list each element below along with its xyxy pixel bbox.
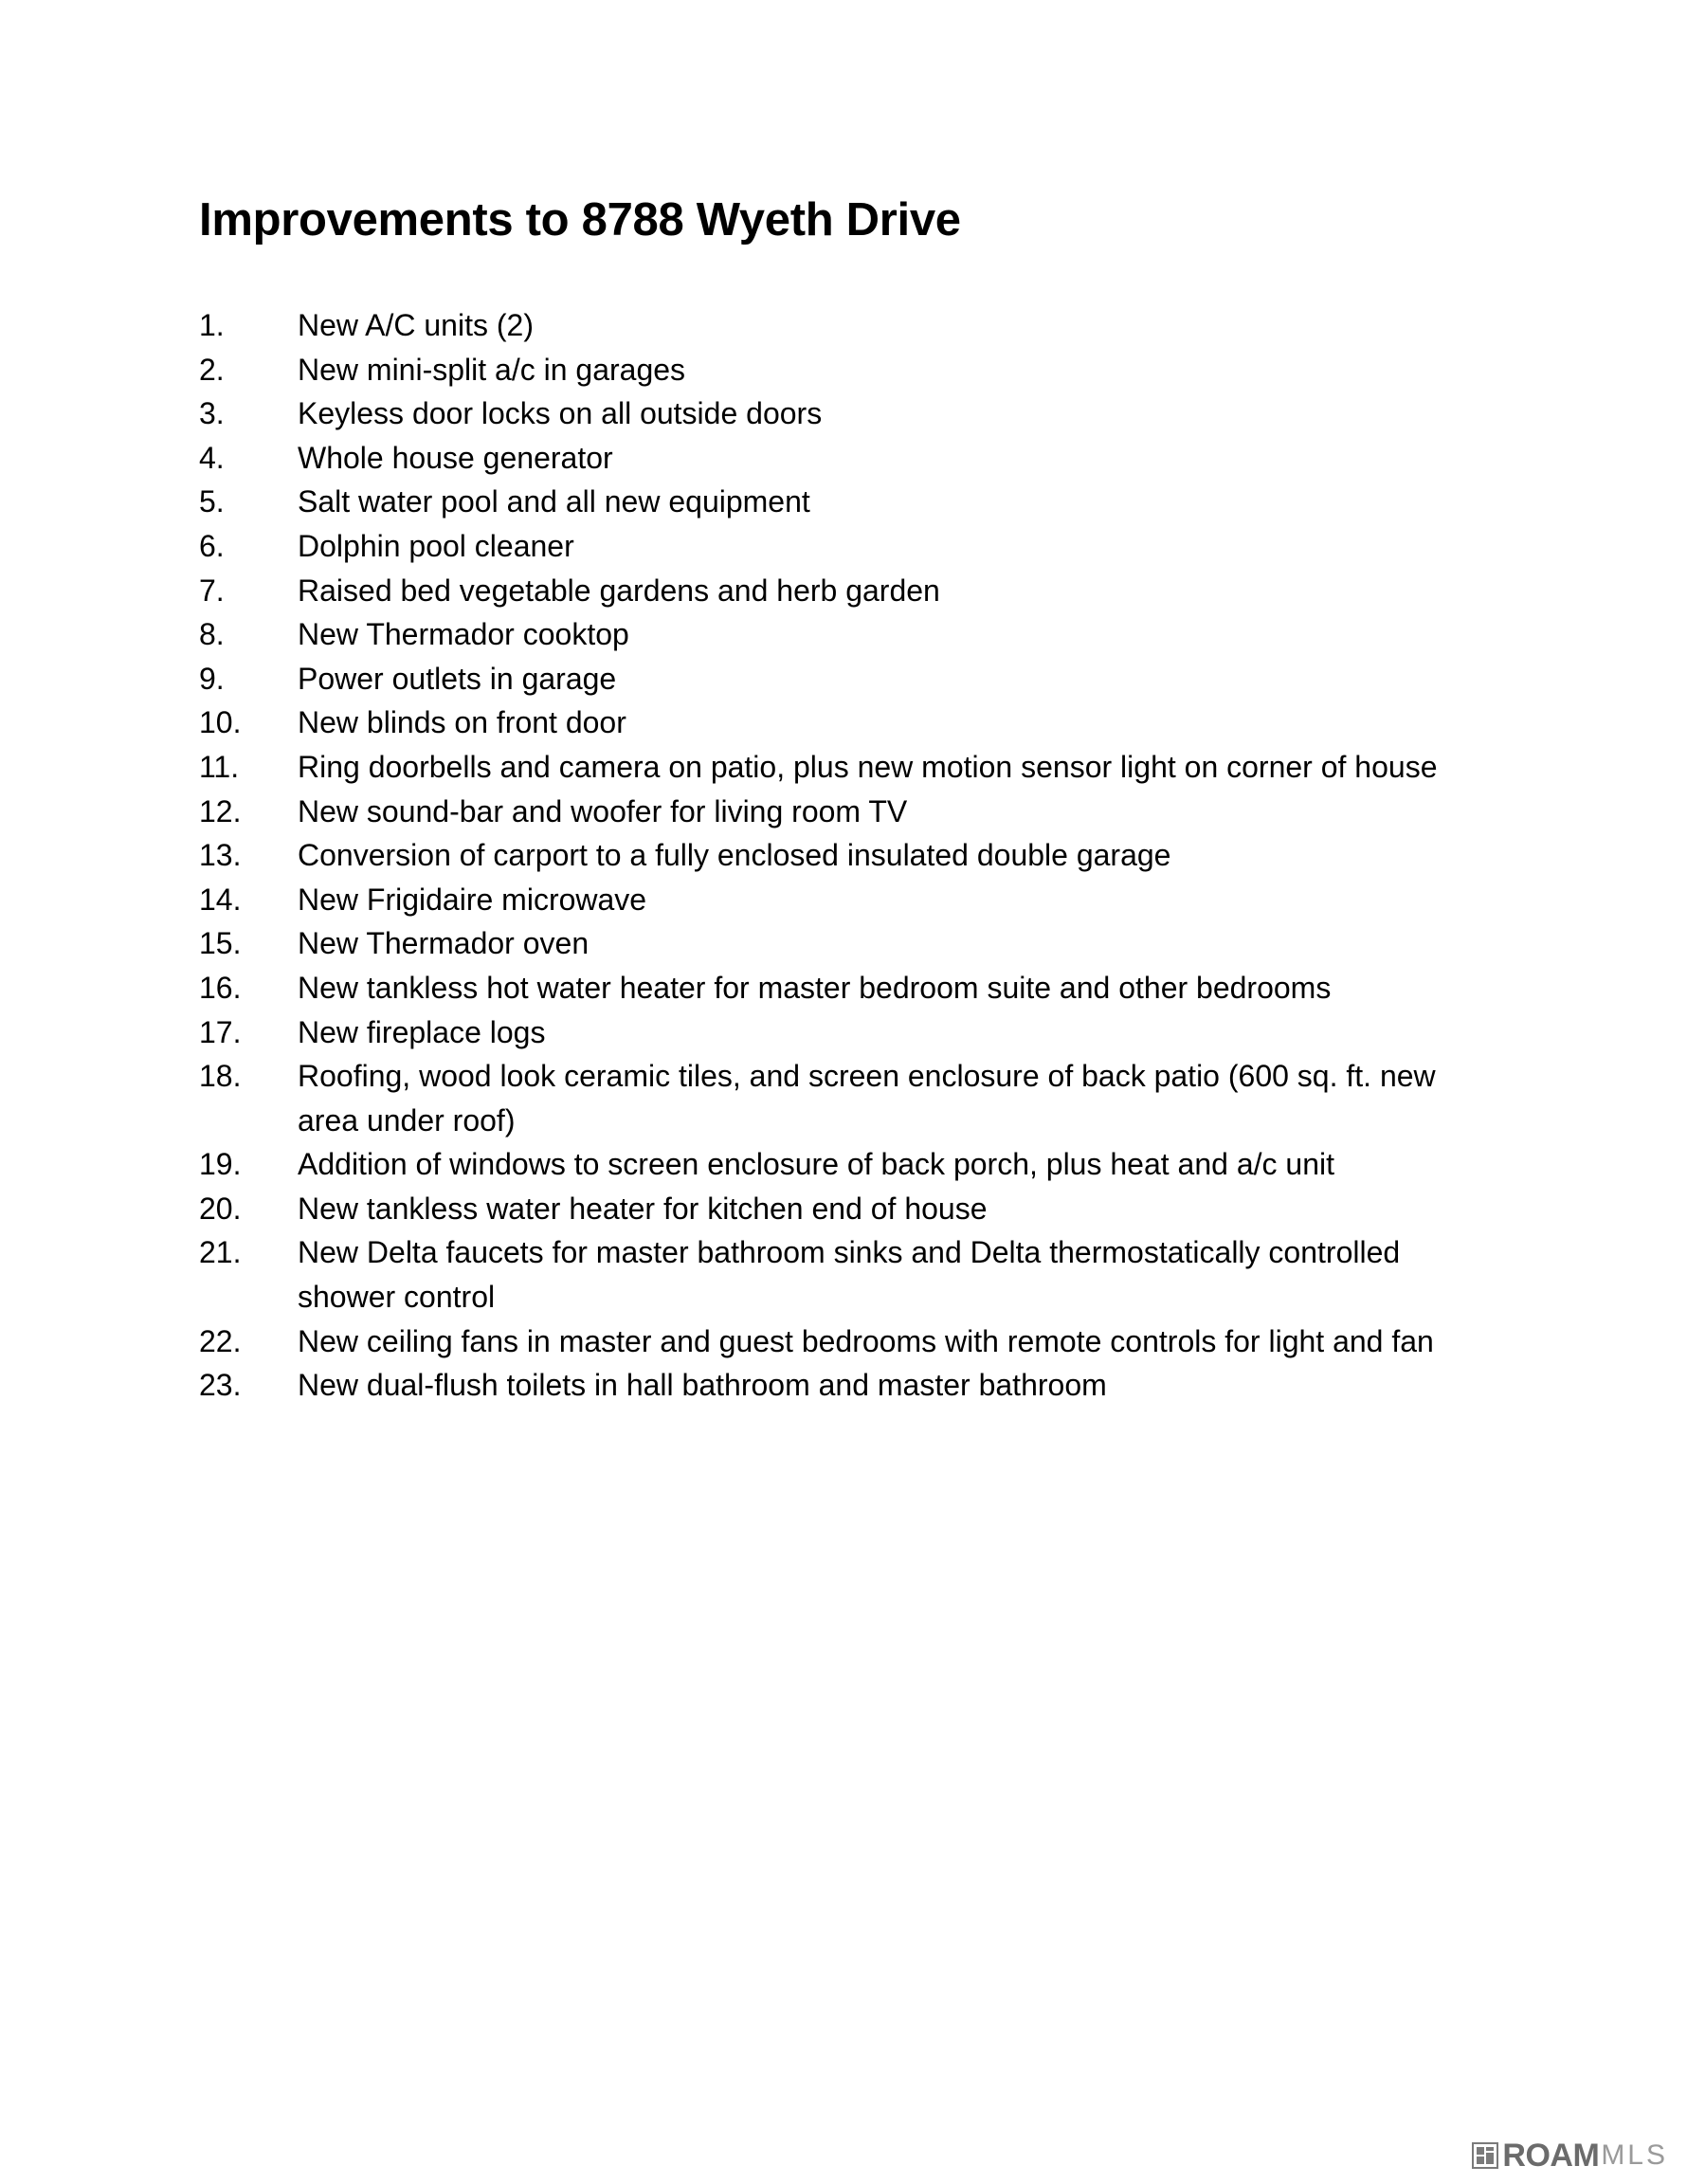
- list-item: [199, 701, 1497, 745]
- item-text: New Thermador cooktop: [298, 617, 629, 652]
- list-item: [199, 1363, 1497, 1408]
- item-number: 6.: [199, 528, 225, 563]
- item-text: Roofing, wood look ceramic tiles, and screen enclosure of back patio (600 sq. ft. new area under roof): [298, 1059, 1436, 1138]
- item-number: 23.: [199, 1368, 242, 1403]
- item-number: 19.: [199, 1147, 242, 1182]
- page-title: Improvements to 8788 Wyeth Drive: [199, 194, 961, 246]
- item-number: 15.: [199, 926, 242, 961]
- item-number: 20.: [199, 1191, 242, 1226]
- logo-brand-text: ROAM: [1502, 2137, 1600, 2174]
- item-text: New ceiling fans in master and guest bedrooms with remote controls for light and fan: [298, 1323, 1434, 1358]
- list-item: [199, 436, 1497, 481]
- item-text: Conversion of carport to a fully enclosed insulated double garage: [298, 838, 1171, 873]
- item-number: 14.: [199, 882, 242, 917]
- item-text: New A/C units (2): [298, 308, 534, 342]
- list-item: [199, 524, 1497, 569]
- item-number: 8.: [199, 617, 225, 652]
- item-number: 22.: [199, 1323, 242, 1358]
- list-item: [199, 348, 1497, 392]
- item-number: 18.: [199, 1059, 242, 1094]
- item-text: Whole house generator: [298, 440, 613, 475]
- item-text: New Frigidaire microwave: [298, 882, 647, 917]
- item-text: Salt water pool and all new equipment: [298, 484, 810, 519]
- item-text: New mini-split a/c in garages: [298, 352, 686, 387]
- item-number: 7.: [199, 573, 225, 608]
- list-item: [199, 391, 1497, 436]
- list-item: [199, 569, 1497, 613]
- list-item: [199, 1230, 1497, 1319]
- item-text: Ring doorbells and camera on patio, plus new motion sensor light on corner of house: [298, 749, 1438, 784]
- list-item: [199, 1010, 1497, 1055]
- item-number: 10.: [199, 705, 242, 740]
- roam-mls-logo: [1472, 2135, 1668, 2176]
- item-text: New Delta faucets for master bathroom sinks and Delta thermostatically controlled shower control: [298, 1235, 1401, 1315]
- list-item: [199, 921, 1497, 966]
- logo-suffix-text: MLS: [1601, 2139, 1668, 2171]
- list-item: [199, 612, 1497, 657]
- list-item: [199, 833, 1497, 878]
- improvements-list: [199, 303, 1497, 1408]
- list-item: [199, 657, 1497, 701]
- item-number: 3.: [199, 396, 225, 431]
- list-item: [199, 966, 1497, 1010]
- item-text: New tankless water heater for kitchen end of house: [298, 1191, 988, 1226]
- item-text: New blinds on front door: [298, 705, 626, 740]
- item-number: 21.: [199, 1235, 242, 1270]
- list-item: [199, 1054, 1497, 1142]
- list-item: [199, 1187, 1497, 1231]
- item-text: Dolphin pool cleaner: [298, 528, 574, 563]
- item-text: New tankless hot water heater for master bedroom suite and other bedrooms: [298, 970, 1332, 1005]
- list-item: [199, 1320, 1497, 1364]
- item-number: 16.: [199, 970, 242, 1005]
- item-number: 9.: [199, 661, 225, 696]
- item-text: Addition of windows to screen enclosure of back porch, plus heat and a/c unit: [298, 1147, 1334, 1182]
- item-number: 4.: [199, 440, 225, 475]
- item-text: New sound-bar and woofer for living room TV: [298, 793, 908, 828]
- item-text: New fireplace logs: [298, 1014, 546, 1049]
- item-number: 13.: [199, 838, 242, 873]
- list-item: [199, 1142, 1497, 1187]
- item-number: 12.: [199, 793, 242, 828]
- list-item: [199, 303, 1497, 348]
- item-text: Keyless door locks on all outside doors: [298, 396, 823, 431]
- list-item: [199, 745, 1497, 790]
- item-number: 1.: [199, 308, 225, 342]
- item-text: Power outlets in garage: [298, 661, 617, 696]
- item-number: 17.: [199, 1014, 242, 1049]
- list-item: [199, 480, 1497, 524]
- item-text: New dual-flush toilets in hall bathroom and master bathroom: [298, 1368, 1107, 1403]
- list-item: [199, 878, 1497, 922]
- list-item: [199, 790, 1497, 834]
- item-number: 2.: [199, 352, 225, 387]
- item-text: New Thermador oven: [298, 926, 590, 961]
- item-text: Raised bed vegetable gardens and herb garden: [298, 573, 940, 608]
- item-number: 11.: [199, 749, 240, 784]
- item-number: 5.: [199, 484, 225, 519]
- roam-logo-icon: [1472, 2142, 1498, 2169]
